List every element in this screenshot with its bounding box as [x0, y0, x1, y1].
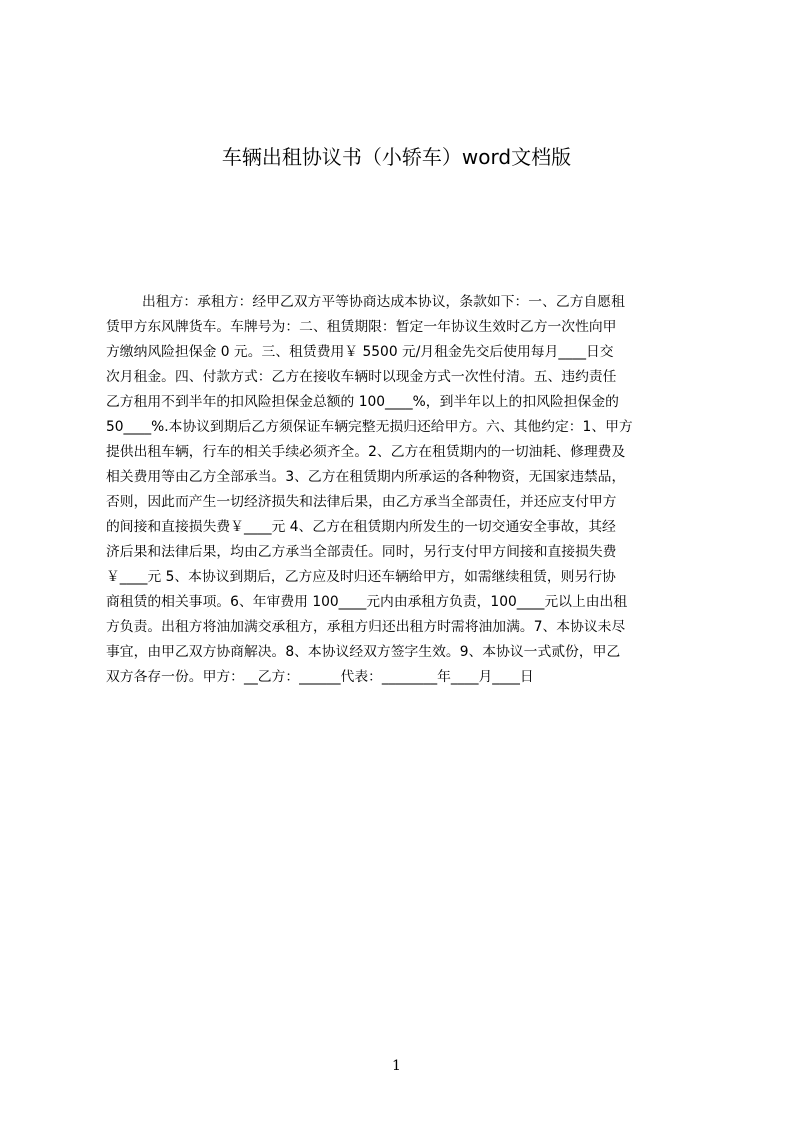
body-line: 相关费用等由乙方全部承当。3、乙方在租赁期内所承运的各种物资，无国家违禁品， [106, 469, 626, 485]
body-line: 双方各存一份。甲方：__乙方：______代表：________年____月____日 [106, 669, 534, 685]
document-title: 车辆出租协议书（小轿车）word文档版 [221, 145, 572, 169]
body-line: 方缴纳风险担保金 0 元。三、租赁费用￥ 5500 元/月租金先交后使用每月____日交 [106, 344, 614, 360]
body-line: 提供出租车辆，行车的相关手续必须齐全。2、乙方在租赁期内的一切油耗、修理费及 [106, 444, 626, 460]
body-line: 济后果和法律后果，均由乙方承当全部责任。同时，另行支付甲方间接和直接损失费 [106, 544, 617, 560]
body-line: 出租方：承租方：经甲乙双方平等协商达成本协议，条款如下：一、乙方自愿租 [142, 294, 625, 310]
page-number: 1 [392, 1058, 401, 1074]
body-line: 事宜，由甲乙双方协商解决。8、本协议经双方签字生效。9、本协议一式贰份，甲乙 [106, 644, 621, 660]
body-line: 50____%.本协议到期后乙方须保证车辆完整无损归还给甲方。六、其他约定：1、甲方 [106, 419, 633, 435]
body-line: 乙方租用不到半年的扣风险担保金总额的 100____%，到半年以上的扣风险担保金的 [106, 394, 619, 410]
agreement-body [106, 290, 698, 690]
body-line: 方负责。出租方将油加满交承租方，承租方归还出租方时需将油加满。7、本协议未尽 [106, 619, 626, 635]
body-line: 的间接和直接损失费￥____元 4、乙方在租赁期内所发生的一切交通安全事故，其经 [106, 519, 616, 535]
body-line: 否则，因此而产生一切经济损失和法律后果，由乙方承当全部责任，并还应支付甲方 [106, 494, 617, 510]
body-line: 商租赁的相关事项。6、年审费用 100____元内由承租方负责，100____元以上由出租 [106, 594, 628, 610]
body-line: 赁甲方东风牌货车。车牌号为：二、租赁期限：暂定一年协议生效时乙方一次性向甲 [106, 319, 617, 335]
body-line: 次月租金。四、付款方式：乙方在接收车辆时以现金方式一次性付清。五、违约责任 [106, 369, 617, 385]
body-line: ￥____元 5、本协议到期后，乙方应及时归还车辆给甲方，如需继续租赁，则另行协 [106, 569, 616, 585]
